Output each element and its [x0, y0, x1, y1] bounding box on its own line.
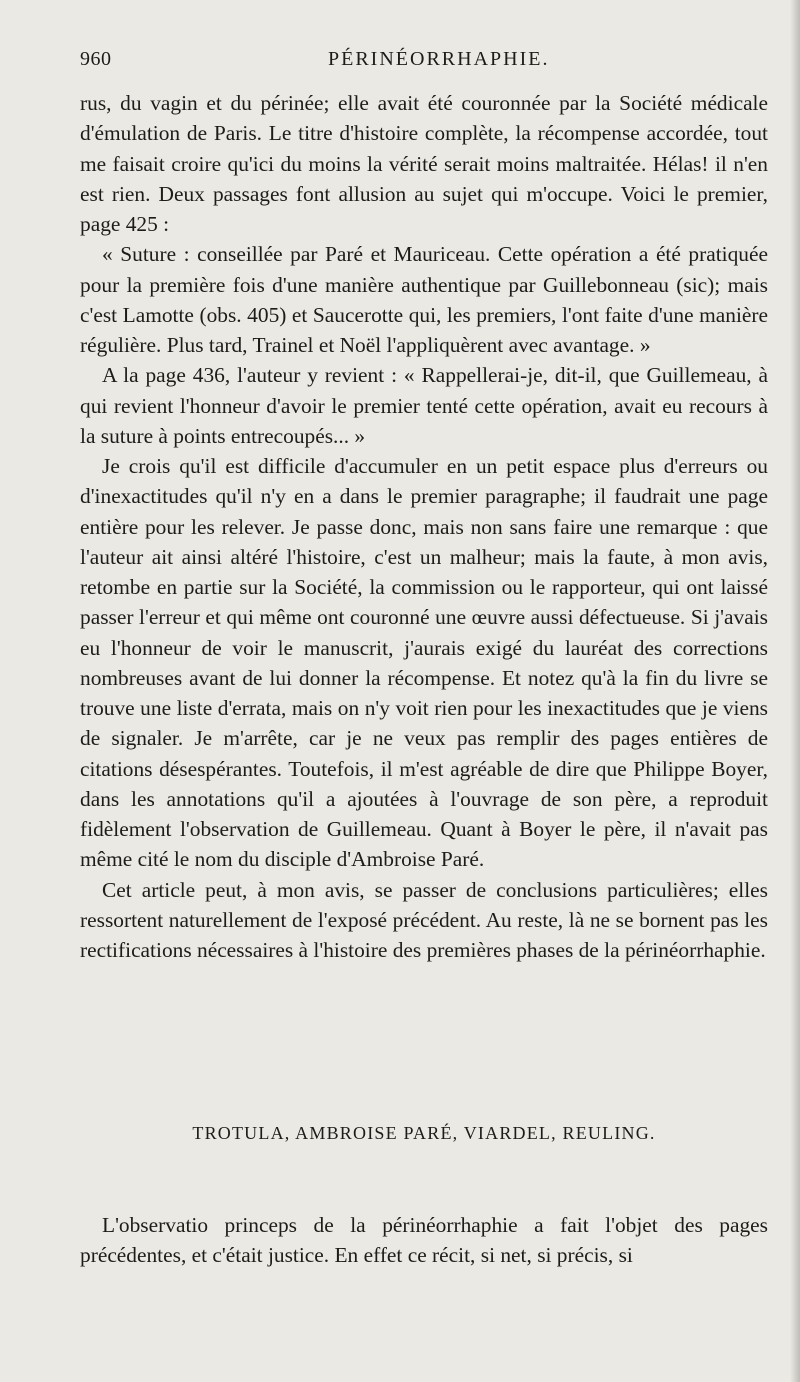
- paragraph-5: Cet article peut, à mon avis, se passer de conclusions particulières; elles ressortent naturellement de l'exposé précédent. Au reste, là ne se bornent pas les rectifications nécessaires à l'histoire des premières phases de la périnéorrhaphie.: [80, 877, 768, 962]
- main-text: [80, 88, 768, 965]
- paragraph-4: Je crois qu'il est difficile d'accumuler en un petit espace plus d'erreurs ou d'inexactitudes qu'il n'y en a dans le premier paragraphe; il faudrait une page entière pour les relever. Je passe donc, mais non sans faire une remarque : que l'auteur ait ainsi altéré l'histoire, c'est un malheur; mais la faute, à mon avis, retombe en partie sur la Société, la commission ou le rapporteur, qui ont laissé passer l'erreur et qui même ont couronné une œuvre aussi défectueuse. Si j'avais eu l'honneur de voir le manuscrit, j'aurais exigé du lauréat des corrections nombreuses avant de lui donner la récompense. Et notez qu'à la fin du livre se trouve une liste d'errata, mais on n'y voit rien pour les inexactitudes que je viens de signaler. Je m'arrête, car je ne veux pas remplir des pages entières de citations désespérantes. Toutefois, il m'est agréable de dire que Philippe Boyer, dans les annotations qu'il a ajoutées à l'ouvrage de son père, a reproduit fidèlement l'observation de Guillemeau. Quant à Boyer le père, il n'avait pas même cité le nom du disciple d'Ambroise Paré.: [80, 454, 768, 872]
- closing-text: [80, 1210, 768, 1271]
- page-number: 960: [80, 48, 112, 70]
- closing-paragraph: L'observatio princeps de la périnéorrhaphie a fait l'objet des pages précédentes, et c'était justice. En effet ce récit, si net, si précis, si: [80, 1213, 768, 1268]
- page-edge-shadow: [790, 0, 800, 1382]
- page-header: [80, 48, 750, 80]
- paragraph-1: rus, du vagin et du périnée; elle avait été couronnée par la Société médicale d'émulation de Paris. Le titre d'histoire complète, la récompense accordée, tout me faisait croire qu'ici du moins la vérité serait moins maltraitée. Hélas! il n'en est rien. Deux passages font allusion au sujet qui m'occupe. Voici le premier, page 425 :: [80, 91, 768, 236]
- running-title: PÉRINÉORRHAPHIE.: [328, 48, 550, 70]
- paragraph-3: A la page 436, l'auteur y revient : « Rappellerai-je, dit-il, que Guillemeau, à qui revient l'honneur d'avoir le premier tenté cette opération, avait eu recours à la suture à points entrecoupés... »: [80, 363, 768, 448]
- paragraph-2: « Suture : conseillée par Paré et Mauriceau. Cette opération a été pratiquée pour la première fois d'une manière authentique par Guillebonneau (sic); mais c'est Lamotte (obs. 405) et Saucerotte qui, les premiers, l'ont faite d'une manière régulière. Plus tard, Trainel et Noël l'appliquèrent avec avantage. »: [80, 242, 768, 357]
- section-heading: TROTULA, AMBROISE PARÉ, VIARDEL, REULING.: [192, 1123, 656, 1143]
